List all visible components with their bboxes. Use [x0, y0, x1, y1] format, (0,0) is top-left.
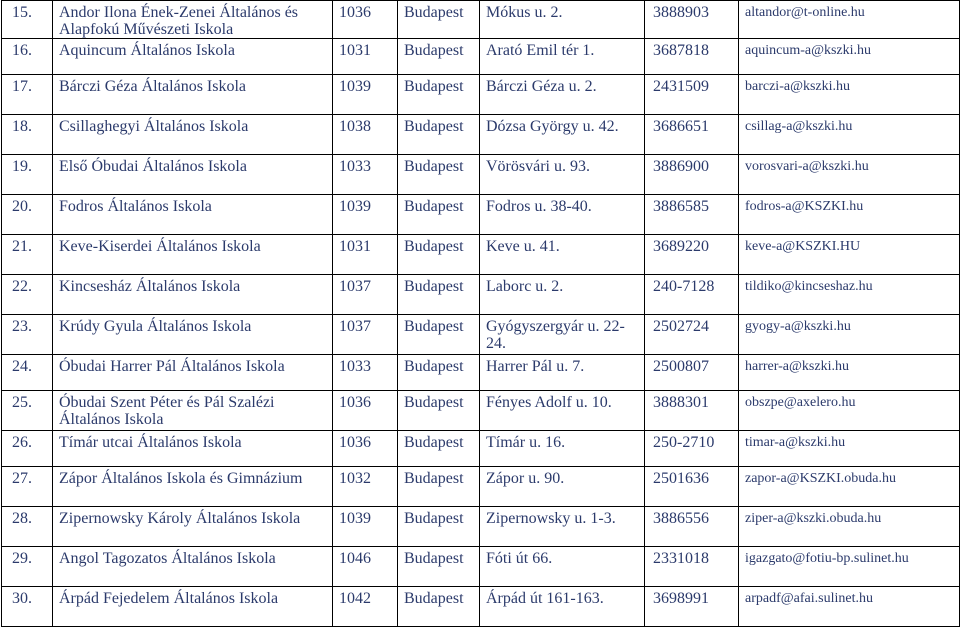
table-row	[2, 391, 960, 431]
table-row	[2, 547, 960, 587]
street-address: Zipernowsky u. 1-3.	[480, 507, 645, 547]
row-number: 20.	[2, 195, 53, 235]
zip-code: 1037	[333, 315, 398, 355]
email-address: altandor@t-online.hu	[739, 1, 960, 39]
zip-code: 1039	[333, 195, 398, 235]
table-row	[2, 587, 960, 627]
email-address: barczi-a@kszki.hu	[739, 75, 960, 115]
zip-code: 1033	[333, 155, 398, 195]
email-address: fodros-a@KSZKI.hu	[739, 195, 960, 235]
zip-code: 1046	[333, 547, 398, 587]
table-row	[2, 431, 960, 467]
zip-code: 1039	[333, 75, 398, 115]
street-address: Fodros u. 38-40.	[480, 195, 645, 235]
phone-number: 3886585	[645, 195, 739, 235]
phone-number: 3686651	[645, 115, 739, 155]
phone-number: 3698991	[645, 587, 739, 627]
table-row	[2, 235, 960, 275]
table-row	[2, 467, 960, 507]
city: Budapest	[398, 39, 480, 75]
zip-code: 1042	[333, 587, 398, 627]
street-address: Keve u. 41.	[480, 235, 645, 275]
row-number: 24.	[2, 355, 53, 391]
street-address: Arató Emil tér 1.	[480, 39, 645, 75]
row-number: 23.	[2, 315, 53, 355]
table-row	[2, 355, 960, 391]
school-table	[1, 0, 960, 627]
phone-number: 3888903	[645, 1, 739, 39]
school-name: Óbudai Szent Péter és Pál Szalézi Általános Iskola	[53, 391, 333, 431]
email-address: arpadf@afai.sulinet.hu	[739, 587, 960, 627]
phone-number: 240-7128	[645, 275, 739, 315]
row-number: 30.	[2, 587, 53, 627]
phone-number: 2502724	[645, 315, 739, 355]
city: Budapest	[398, 75, 480, 115]
phone-number: 2500807	[645, 355, 739, 391]
city: Budapest	[398, 467, 480, 507]
phone-number: 3687818	[645, 39, 739, 75]
city: Budapest	[398, 587, 480, 627]
row-number: 25.	[2, 391, 53, 431]
row-number: 16.	[2, 39, 53, 75]
row-number: 26.	[2, 431, 53, 467]
table-row	[2, 39, 960, 75]
street-address: Mókus u. 2.	[480, 1, 645, 39]
school-name: Angol Tagozatos Általános Iskola	[53, 547, 333, 587]
zip-code: 1031	[333, 235, 398, 275]
email-address: timar-a@kszki.hu	[739, 431, 960, 467]
table-row	[2, 195, 960, 235]
email-address: ziper-a@kszki.obuda.hu	[739, 507, 960, 547]
street-address: Gyógyszergyár u. 22-24.	[480, 315, 645, 355]
table-row	[2, 155, 960, 195]
table-row	[2, 507, 960, 547]
row-number: 27.	[2, 467, 53, 507]
school-name: Kincsesház Általános Iskola	[53, 275, 333, 315]
city: Budapest	[398, 115, 480, 155]
zip-code: 1037	[333, 275, 398, 315]
school-name: Fodros Általános Iskola	[53, 195, 333, 235]
table-row	[2, 315, 960, 355]
street-address: Tímár u. 16.	[480, 431, 645, 467]
city: Budapest	[398, 155, 480, 195]
city: Budapest	[398, 315, 480, 355]
email-address: csillag-a@kszki.hu	[739, 115, 960, 155]
zip-code: 1032	[333, 467, 398, 507]
street-address: Zápor u. 90.	[480, 467, 645, 507]
row-number: 28.	[2, 507, 53, 547]
street-address: Harrer Pál u. 7.	[480, 355, 645, 391]
street-address: Fóti út 66.	[480, 547, 645, 587]
street-address: Laborc u. 2.	[480, 275, 645, 315]
city: Budapest	[398, 391, 480, 431]
city: Budapest	[398, 195, 480, 235]
phone-number: 2431509	[645, 75, 739, 115]
table-row	[2, 275, 960, 315]
row-number: 18.	[2, 115, 53, 155]
phone-number: 3886556	[645, 507, 739, 547]
street-address: Árpád út 161-163.	[480, 587, 645, 627]
school-name: Zápor Általános Iskola és Gimnázium	[53, 467, 333, 507]
zip-code: 1031	[333, 39, 398, 75]
zip-code: 1036	[333, 1, 398, 39]
zip-code: 1039	[333, 507, 398, 547]
email-address: gyogy-a@kszki.hu	[739, 315, 960, 355]
row-number: 15.	[2, 1, 53, 39]
school-name: Aquincum Általános Iskola	[53, 39, 333, 75]
city: Budapest	[398, 235, 480, 275]
school-name: Zipernowsky Károly Általános Iskola	[53, 507, 333, 547]
phone-number: 3689220	[645, 235, 739, 275]
row-number: 29.	[2, 547, 53, 587]
school-name: Krúdy Gyula Általános Iskola	[53, 315, 333, 355]
table-row	[2, 115, 960, 155]
city: Budapest	[398, 547, 480, 587]
email-address: igazgato@fotiu-bp.sulinet.hu	[739, 547, 960, 587]
street-address: Vörösvári u. 93.	[480, 155, 645, 195]
row-number: 19.	[2, 155, 53, 195]
street-address: Bárczi Géza u. 2.	[480, 75, 645, 115]
school-name: Csillaghegyi Általános Iskola	[53, 115, 333, 155]
school-name: Tímár utcai Általános Iskola	[53, 431, 333, 467]
row-number: 21.	[2, 235, 53, 275]
phone-number: 2331018	[645, 547, 739, 587]
school-name: Andor Ilona Ének-Zenei Általános és Alapfokú Művészeti Iskola	[53, 1, 333, 39]
email-address: zapor-a@KSZKI.obuda.hu	[739, 467, 960, 507]
zip-code: 1036	[333, 391, 398, 431]
table-row	[2, 1, 960, 39]
street-address: Dózsa György u. 42.	[480, 115, 645, 155]
table-row	[2, 75, 960, 115]
school-name: Árpád Fejedelem Általános Iskola	[53, 587, 333, 627]
city: Budapest	[398, 355, 480, 391]
school-name: Óbudai Harrer Pál Általános Iskola	[53, 355, 333, 391]
school-name: Első Óbudai Általános Iskola	[53, 155, 333, 195]
phone-number: 3886900	[645, 155, 739, 195]
phone-number: 250-2710	[645, 431, 739, 467]
zip-code: 1036	[333, 431, 398, 467]
school-name: Keve-Kiserdei Általános Iskola	[53, 235, 333, 275]
email-address: tildiko@kincseshaz.hu	[739, 275, 960, 315]
row-number: 22.	[2, 275, 53, 315]
city: Budapest	[398, 1, 480, 39]
city: Budapest	[398, 507, 480, 547]
zip-code: 1033	[333, 355, 398, 391]
row-number: 17.	[2, 75, 53, 115]
city: Budapest	[398, 431, 480, 467]
email-address: obszpe@axelero.hu	[739, 391, 960, 431]
email-address: harrer-a@kszki.hu	[739, 355, 960, 391]
email-address: aquincum-a@kszki.hu	[739, 39, 960, 75]
city: Budapest	[398, 275, 480, 315]
phone-number: 2501636	[645, 467, 739, 507]
zip-code: 1038	[333, 115, 398, 155]
email-address: vorosvari-a@kszki.hu	[739, 155, 960, 195]
school-table-body	[2, 1, 960, 627]
street-address: Fényes Adolf u. 10.	[480, 391, 645, 431]
phone-number: 3888301	[645, 391, 739, 431]
email-address: keve-a@KSZKI.HU	[739, 235, 960, 275]
school-name: Bárczi Géza Általános Iskola	[53, 75, 333, 115]
